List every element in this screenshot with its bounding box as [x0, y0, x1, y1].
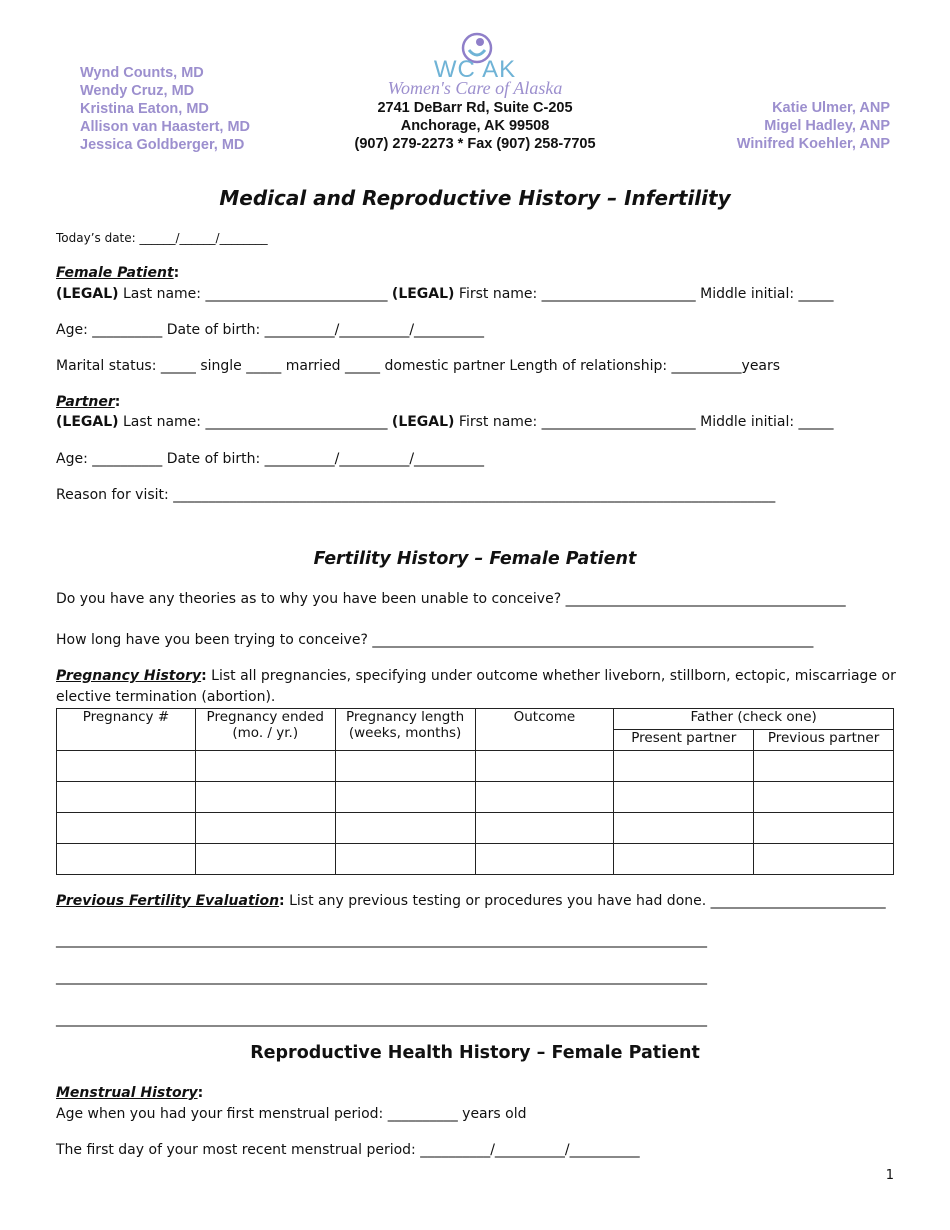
legal-label: (LEGAL)	[56, 286, 119, 302]
colon: :	[114, 394, 121, 410]
provider-name: Migel Hadley, ANP	[764, 118, 890, 134]
table-cell[interactable]	[57, 751, 196, 782]
logo-subtitle: Women's Care of Alaska	[387, 78, 563, 98]
table-cell[interactable]	[335, 751, 475, 782]
table-cell[interactable]	[335, 813, 475, 844]
instruction-text: elective termination (abortion).	[56, 689, 276, 705]
header-pregnancy-number: Pregnancy #	[57, 709, 196, 751]
header-pregnancy-ended	[195, 709, 335, 751]
legal-label: (LEGAL)	[391, 414, 455, 430]
reason-for-visit-field[interactable]: Reason for visit: ______________________________________________________________________________________	[56, 487, 776, 503]
partner-heading	[56, 394, 120, 410]
table-cell[interactable]	[335, 844, 475, 875]
table-cell[interactable]	[754, 782, 894, 813]
table-cell[interactable]	[195, 782, 335, 813]
last-name-field[interactable]: Last name: __________________________	[118, 286, 392, 302]
header-previous-partner: Previous partner	[754, 730, 894, 751]
colon: :	[173, 265, 180, 281]
provider-name: Kristina Eaton, MD	[80, 101, 209, 117]
provider-name: Allison van Haastert, MD	[80, 119, 251, 135]
table-cell[interactable]	[195, 751, 335, 782]
colon: :	[197, 1085, 204, 1101]
page-title: Medical and Reproductive History – Infertility	[219, 186, 731, 210]
legal-label: (LEGAL)	[56, 414, 119, 430]
provider-name: Jessica Goldberger, MD	[80, 137, 245, 153]
header-pregnancy-length	[335, 709, 475, 751]
table-cell[interactable]	[475, 751, 614, 782]
table-cell[interactable]	[335, 782, 475, 813]
pregnancy-history-label: Pregnancy History	[56, 668, 202, 684]
logo-text: WC AK	[433, 56, 517, 83]
provider-name: Wynd Counts, MD	[80, 65, 204, 81]
provider-name: Winifred Koehler, ANP	[736, 136, 890, 152]
table-cell[interactable]	[475, 813, 614, 844]
female-patient-label: Female Patient	[56, 265, 174, 281]
partner-name-line[interactable]	[56, 414, 834, 430]
partner-age-dob-field[interactable]: Age: __________ Date of birth: __________/__________/__________	[56, 451, 485, 467]
recent-period-field[interactable]: The first day of your most recent menstrual period: __________/__________/__________	[56, 1142, 640, 1158]
female-patient-heading	[56, 265, 179, 281]
table-cell[interactable]	[754, 751, 894, 782]
female-name-line[interactable]	[56, 286, 834, 302]
table-cell[interactable]	[57, 782, 196, 813]
table-cell[interactable]	[754, 813, 894, 844]
first-name-field[interactable]: First name: ______________________ Middle initial: _____	[454, 286, 834, 302]
theories-field[interactable]: Do you have any theories as to why you have been unable to conceive? ________________________________________	[56, 591, 846, 607]
legal-label: (LEGAL)	[391, 286, 455, 302]
pregnancy-history-instructions	[56, 668, 896, 684]
header-present-partner: Present partner	[614, 730, 754, 751]
todays-date-field[interactable]: Today’s date: ______/______/________	[56, 231, 268, 245]
provider-name: Katie Ulmer, ANP	[772, 100, 890, 116]
instruction-text: List all pregnancies, specifying under outcome whether liveborn, stillborn, ectopic, miscarriage or	[206, 668, 896, 684]
first-period-field[interactable]: Age when you had your first menstrual period: __________ years old	[56, 1106, 527, 1122]
address-line: Anchorage, AK 99508	[400, 118, 550, 134]
table-row[interactable]	[57, 751, 894, 782]
table-cell[interactable]	[195, 813, 335, 844]
table-cell[interactable]	[614, 751, 754, 782]
female-age-dob-field[interactable]: Age: __________ Date of birth: __________/__________/__________	[56, 322, 485, 338]
header-line: Pregnancy ended	[206, 709, 324, 725]
trying-duration-field[interactable]: How long have you been trying to conceive? _______________________________________________________________	[56, 632, 814, 648]
last-name-field[interactable]: Last name: __________________________	[118, 414, 392, 430]
table-cell[interactable]	[195, 844, 335, 875]
colon: :	[201, 668, 207, 684]
blank-answer-line[interactable]: _____________________________________________________________________________________________	[56, 932, 707, 948]
table-cell[interactable]	[57, 813, 196, 844]
table-cell[interactable]	[614, 813, 754, 844]
table-cell[interactable]	[57, 844, 196, 875]
table-row[interactable]	[57, 782, 894, 813]
first-name-field[interactable]: First name: ______________________ Middle initial: _____	[454, 414, 834, 430]
page-number: 1	[885, 1168, 894, 1183]
table-row[interactable]	[57, 844, 894, 875]
reproductive-health-heading: Reproductive Health History – Female Patient	[250, 1043, 700, 1063]
fertility-history-heading: Fertility History – Female Patient	[313, 549, 637, 569]
table-cell[interactable]	[475, 844, 614, 875]
table-cell[interactable]	[614, 782, 754, 813]
pregnancy-table	[56, 708, 894, 875]
previous-fertility-label: Previous Fertility Evaluation	[56, 893, 280, 909]
header-line: (weeks, months)	[348, 725, 462, 741]
previous-fertility-field[interactable]: List any previous testing or procedures you have had done. _________________________	[284, 893, 886, 909]
partner-label: Partner	[56, 394, 115, 410]
header-outcome: Outcome	[475, 709, 614, 751]
table-cell[interactable]	[475, 782, 614, 813]
table-cell[interactable]	[614, 844, 754, 875]
phone-fax: (907) 279-2273 * Fax (907) 258-7705	[354, 136, 596, 152]
table-header-row	[57, 709, 894, 730]
menstrual-history-heading	[56, 1085, 203, 1101]
address-line: 2741 DeBarr Rd, Suite C-205	[377, 100, 573, 116]
blank-answer-line[interactable]: _____________________________________________________________________________________________	[56, 969, 707, 985]
providers-right	[737, 99, 890, 153]
provider-name: Wendy Cruz, MD	[80, 83, 195, 99]
marital-status-field[interactable]: Marital status: _____ single _____ married _____ domestic partner Length of relationship: __________years	[56, 358, 781, 374]
blank-answer-line[interactable]: _____________________________________________________________________________________________	[56, 1011, 707, 1027]
table-cell[interactable]	[754, 844, 894, 875]
header-line: Pregnancy length	[346, 709, 465, 725]
colon: :	[279, 893, 285, 909]
table-row[interactable]	[57, 813, 894, 844]
menstrual-history-label: Menstrual History	[56, 1085, 198, 1101]
header-father: Father (check one)	[614, 709, 894, 730]
previous-fertility-line[interactable]	[56, 893, 886, 909]
clinic-logo	[380, 28, 570, 98]
header-line: (mo. / yr.)	[232, 725, 299, 741]
